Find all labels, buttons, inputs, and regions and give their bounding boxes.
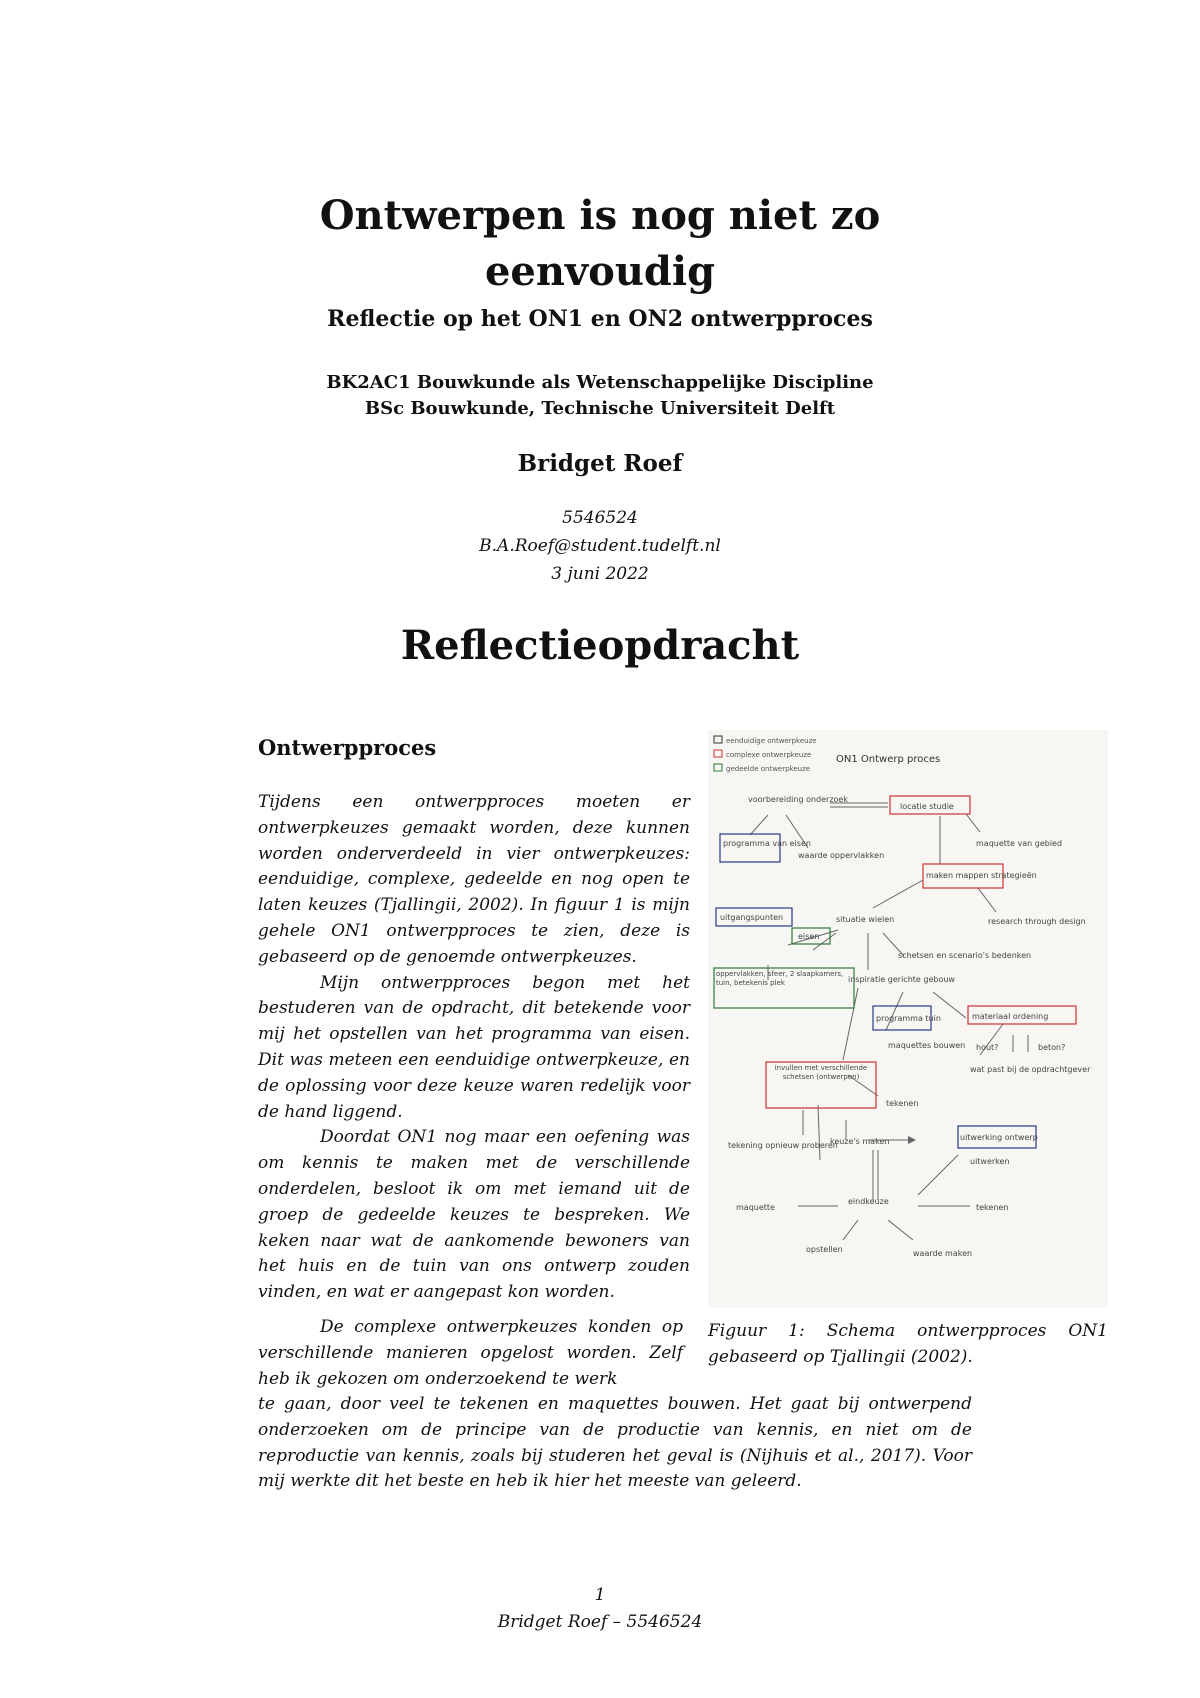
node-invullen: invullen met verschillende schetsen (ontwerpen) — [774, 1064, 868, 1081]
document-date: 3 juni 2022 — [551, 564, 649, 584]
author-name: Bridget Roef — [517, 450, 683, 477]
node-voorbereiding: voorbereiding onderzoek — [748, 795, 848, 804]
university: BSc Bouwkunde, Technische Universiteit Delft — [364, 398, 836, 419]
paragraph: De complexe ontwerpkeuzes konden op verschillende manieren opgelost worden. Zelf heb ik gekozen om onderzoekend te werk — [258, 1317, 683, 1389]
student-number: 5546524 — [562, 508, 638, 528]
node-hout: hout? — [976, 1043, 999, 1052]
node-uitwerking: uitwerking ontwerp — [960, 1133, 1038, 1142]
node-wat: wat past bij de opdrachtgever — [970, 1065, 1091, 1074]
paragraph: Doordat ON1 nog maar een oefening was om kennis te maken met de verschillende onderdelen, besloot ik om met iemand uit de groep de gedeelde keuzes te bespreken. We keken naar wat de aankomende bewoners van het huis en de tuin van ons ontwerp zouden vinden, en wat er aangepast kon worden. — [258, 1127, 690, 1303]
node-tekenen-1: tekenen — [886, 1099, 919, 1108]
node-materiaal: materiaal ordening — [972, 1012, 1049, 1021]
node-waarde-2: waarde maken — [913, 1249, 973, 1258]
node-maquette: maquette van gebied — [976, 839, 1063, 848]
node-programma: programma van eisen — [723, 839, 811, 848]
process-sketch — [708, 730, 1108, 1308]
paragraph: te gaan, door veel te tekenen en maquettes bouwen. Het gaat bij ontwerpend onderzoeken om de principe van de productie van kennis, en niet om de reproductie van kennis, zoals bij studeren het geval is (Nijhuis et al., 2017). Voor mij werkte dit het beste en heb ik hier het meeste van geleerd. — [258, 1394, 972, 1492]
title-line-2: eenvoudig — [484, 248, 716, 295]
node-schetsen: schetsen en scenario's bedenken — [898, 951, 1032, 960]
node-opstellen: opstellen — [806, 1245, 843, 1254]
node-research: research through design — [988, 917, 1086, 926]
node-uitwerken: uitwerken — [970, 1157, 1010, 1166]
main-heading: Reflectieopdracht — [400, 622, 800, 669]
node-maquette-2: maquette — [736, 1203, 775, 1212]
paragraph: Mijn ontwerpproces begon met het bestuderen van de opdracht, dit betekende voor mij het opstellen van het programma van eisen. Dit was meteen een eenduidige ontwerpkeuze, en de oplossing voor deze keuze waren redelijk voor de hand liggend. — [258, 972, 690, 1122]
node-tekenen-2: tekenen — [976, 1203, 1009, 1212]
node-maquettes: maquettes bouwen — [888, 1041, 966, 1050]
figure-caption: Figuur 1: Schema ontwerpproces ON1 gebaseerd op Tjallingii (2002). — [708, 1321, 1108, 1367]
subtitle: Reflectie op het ON1 en ON2 ontwerpproces — [327, 306, 873, 332]
node-locatie: locatie studie — [900, 802, 954, 811]
node-inspiratie: inspiratie gerichte gebouw — [848, 975, 955, 984]
node-eisen: eisen — [798, 932, 820, 941]
body-column-end — [258, 1315, 683, 1392]
section-heading: Ontwerpproces — [258, 735, 437, 760]
course-name: BK2AC1 Bouwkunde als Wetenschappelijke Discipline — [326, 372, 874, 393]
body-full-width — [258, 1392, 972, 1495]
node-beton: beton? — [1038, 1043, 1066, 1052]
sketch-title: ON1 Ontwerp proces — [836, 754, 941, 765]
paragraph: Tijdens een ontwerpproces moeten er ontwerpkeuzes gemaakt worden, deze kunnen worden onderverdeeld in vier ontwerpkeuzes: eenduidige, complexe, gedeelde en nog open te laten keuzes (Tjallingii, 2002). In figuur 1 is mijn gehele ON1 ontwerpproces te zien, deze is gebaseerd op de genoemde ontwerpkeuzes. — [258, 792, 690, 967]
node-situatie: situatie wielen — [836, 915, 895, 924]
node-keuzes: keuze's maken — [830, 1137, 890, 1146]
process-sketch-figure — [708, 730, 1108, 1308]
body-column — [258, 790, 690, 1306]
page-number: 1 — [594, 1585, 606, 1605]
node-maken: maken mappen strategieën — [926, 871, 1037, 880]
footer-text: Bridget Roef – 5546524 — [497, 1612, 703, 1632]
title-line-1: Ontwerpen is nog niet zo — [319, 192, 881, 239]
legend-2: complexe ontwerpkeuze — [726, 751, 812, 759]
legend-3: gedeelde ontwerpkeuze — [726, 765, 811, 773]
node-waarde: waarde oppervlakken — [798, 851, 885, 860]
author-email: B.A.Roef@student.tudelft.nl — [479, 536, 721, 556]
node-programma2: programma tuin — [876, 1014, 941, 1023]
legend-1: eenduidige ontwerpkeuze — [726, 737, 817, 745]
node-tekening: tekening opnieuw proberen — [728, 1141, 838, 1150]
node-eindkeuze: eindkeuze — [848, 1197, 889, 1206]
node-oppervlakken: oppervlakken, sfeer, 2 slaapkamers, tuin, betekenis plek — [716, 970, 844, 987]
node-uitgangspunten: uitgangspunten — [720, 913, 784, 922]
